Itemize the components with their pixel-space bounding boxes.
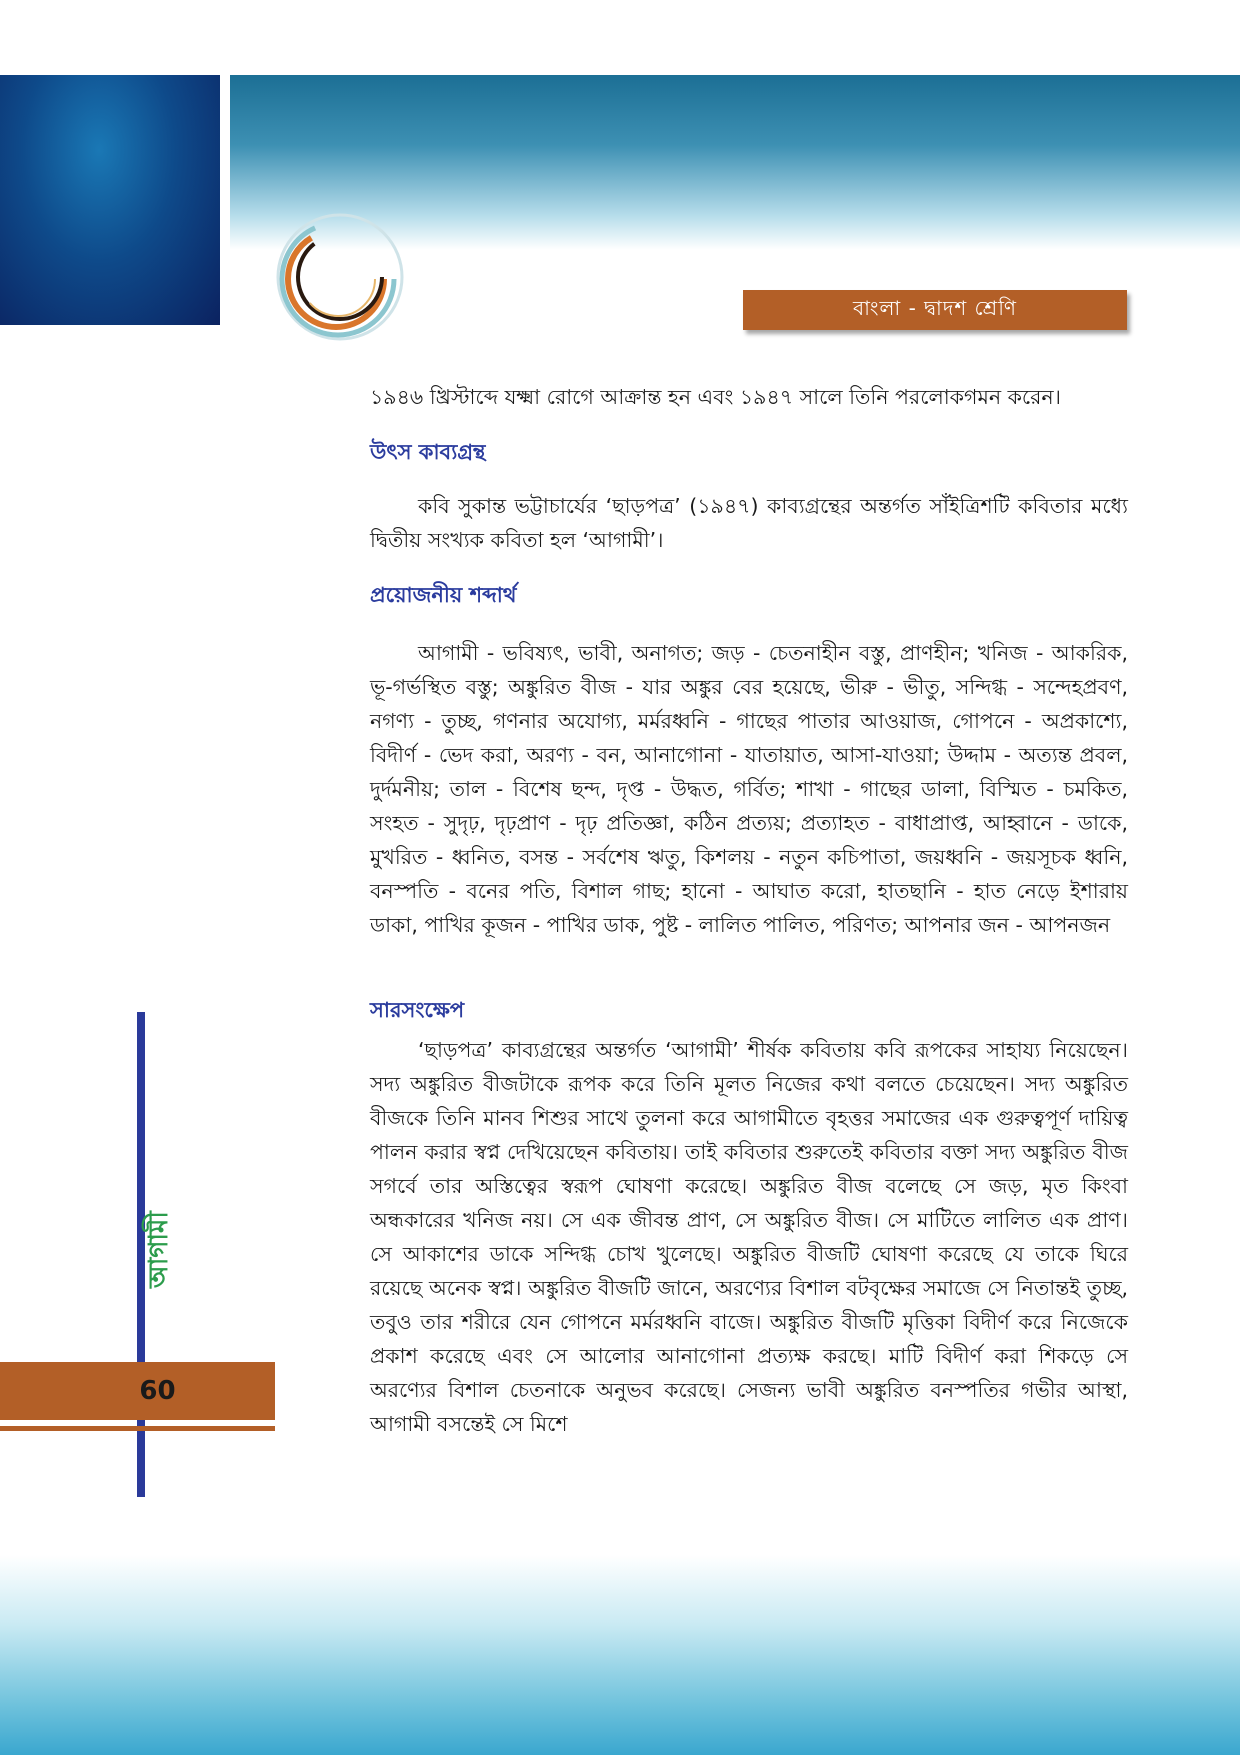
- glossary-paragraph: আগামী - ভবিষ্যৎ, ভাবী, অনাগত; জড় - চেতনাহীন বস্তু, প্রাণহীন; খনিজ - আকরিক, ভূ-গর্ভস্থিত বস্তু; অঙ্কুরিত বীজ - যার অঙ্কুর বের হয়েছে, ভীরু - ভীতু, সন্দিগ্ধ - সন্দেহপ্রবণ, নগণ্য - তুচ্ছ, গণনার অযোগ্য, মর্মরধ্বনি - গাছের পাতার আওয়াজ, গোপনে - অপ্রকাশ্যে, বিদীর্ণ - ভেদ করা, অরণ্য - বন, আনাগোনা - যাতায়াত, আসা-যাওয়া; উদ্দাম - অত্যন্ত প্রবল, দুর্দমনীয়; তাল - বিশেষ ছন্দ, দৃপ্ত - উদ্ধত, গর্বিত; শাখা - গাছের ডালা, বিস্মিত - চমকিত, সংহত - সুদৃঢ়, দৃঢ়প্রাণ - দৃঢ় প্রতিজ্ঞা, কঠিন প্রত্যয়; প্রত্যাহত - বাধাপ্রাপ্ত, আহ্বানে - ডাকে, মুখরিত - ধ্বনিত, বসন্ত - সর্বশেষ ঋতু, কিশলয় - নতুন কচিপাতা, জয়ধ্বনি - জয়সূচক ধ্বনি, বনস্পতি - বনের পতি, বিশাল গাছ; হানো - আঘাত করো, হাতছানি - হাত নেড়ে ইশারায় ডাকা, পাখির কূজন - পাখির ডাক, পুষ্ট - লালিত পালিত, পরিণত; আপনার জন - আপনজন: [370, 641, 1128, 937]
- ring-logo-icon: [262, 203, 412, 353]
- main-content: [370, 380, 1128, 1441]
- header-subject-bar: [743, 290, 1127, 330]
- page-number: 60: [139, 1376, 176, 1406]
- intro-paragraph: ১৯৪৬ খ্রিস্টাব্দে যক্ষ্মা রোগে আক্রান্ত হন এবং ১৯৪৭ সালে তিনি পরলোকগমন করেন।: [370, 385, 1061, 409]
- page-number-bar: [0, 1362, 275, 1420]
- glossary-heading: প্রয়োজনীয় শব্দার্থ: [370, 583, 517, 607]
- header-title: বাংলা - দ্বাদশ শ্রেণি: [852, 295, 1018, 320]
- source-heading: উৎস কাব্যগ্রন্থ: [370, 440, 486, 464]
- summary-heading: সারসংক্ষেপ: [370, 998, 465, 1022]
- bottom-decorative-band: [0, 1555, 1240, 1755]
- side-chapter-title: আগামী: [144, 1211, 174, 1288]
- source-paragraph: কবি সুকান্ত ভট্টাচার্যের ‘ছাড়পত্র’ (১৯৪৭) কাব্যগ্রন্থের অন্তর্গত সাঁইত্রিশটি কবিতার মধ্যে দ্বিতীয় সংখ্যক কবিতা হল ‘আগামী’।: [370, 494, 1128, 552]
- page-number-underline: [0, 1426, 275, 1431]
- summary-paragraph: ‘ছাড়পত্র’ কাব্যগ্রন্থের অন্তর্গত ‘আগামী’ শীর্ষক কবিতায় কবি রূপকের সাহায্য নিয়েছেন। সদ্য অঙ্কুরিত বীজটাকে রূপক করে তিনি মূলত নিজের কথা বলতে চেয়েছেন। সদ্য অঙ্কুরিত বীজকে তিনি মানব শিশুর সাথে তুলনা করে আগামীতে বৃহত্তর সমাজের এক গুরুত্বপূর্ণ দায়িত্ব পালন করার স্বপ্ন দেখিয়েছেন কবিতায়। তাই কবিতার শুরুতেই কবিতার বক্তা সদ্য অঙ্কুরিত বীজ সগর্বে তার অস্তিত্বের স্বরূপ ঘোষণা করেছে। অঙ্কুরিত বীজ বলেছে সে জড়, মৃত কিংবা অন্ধকারের খনিজ নয়। সে এক জীবন্ত প্রাণ, সে অঙ্কুরিত বীজ। সে মাটিতে লালিত এক প্রাণ। সে আকাশের ডাকে সন্দিগ্ধ চোখ খুলেছে। অঙ্কুরিত বীজটি ঘোষণা করেছে যে তাকে ঘিরে রয়েছে অনেক স্বপ্ন। অঙ্কুরিত বীজটি জানে, অরণ্যের বিশাল বটবৃক্ষের সমাজে সে নিতান্তই তুচ্ছ, তবুও তার শরীরে যেন গোপনে মর্মরধ্বনি বাজে। অঙ্কুরিত বীজটি মৃত্তিকা বিদীর্ণ করে নিজেকে প্রকাশ করেছে এবং সে আলোর আনাগোনা প্রত্যক্ষ করছে। মাটি বিদীর্ণ করা শিকড়ে সে অরণ্যের বিশাল চেতনাকে অনুভব করেছে। সেজন্য ভাবী অঙ্কুরিত বনস্পতির গভীর আস্থা, আগামী বসন্তেই সে মিশে: [370, 1038, 1128, 1436]
- corner-decorative-block: [0, 75, 220, 325]
